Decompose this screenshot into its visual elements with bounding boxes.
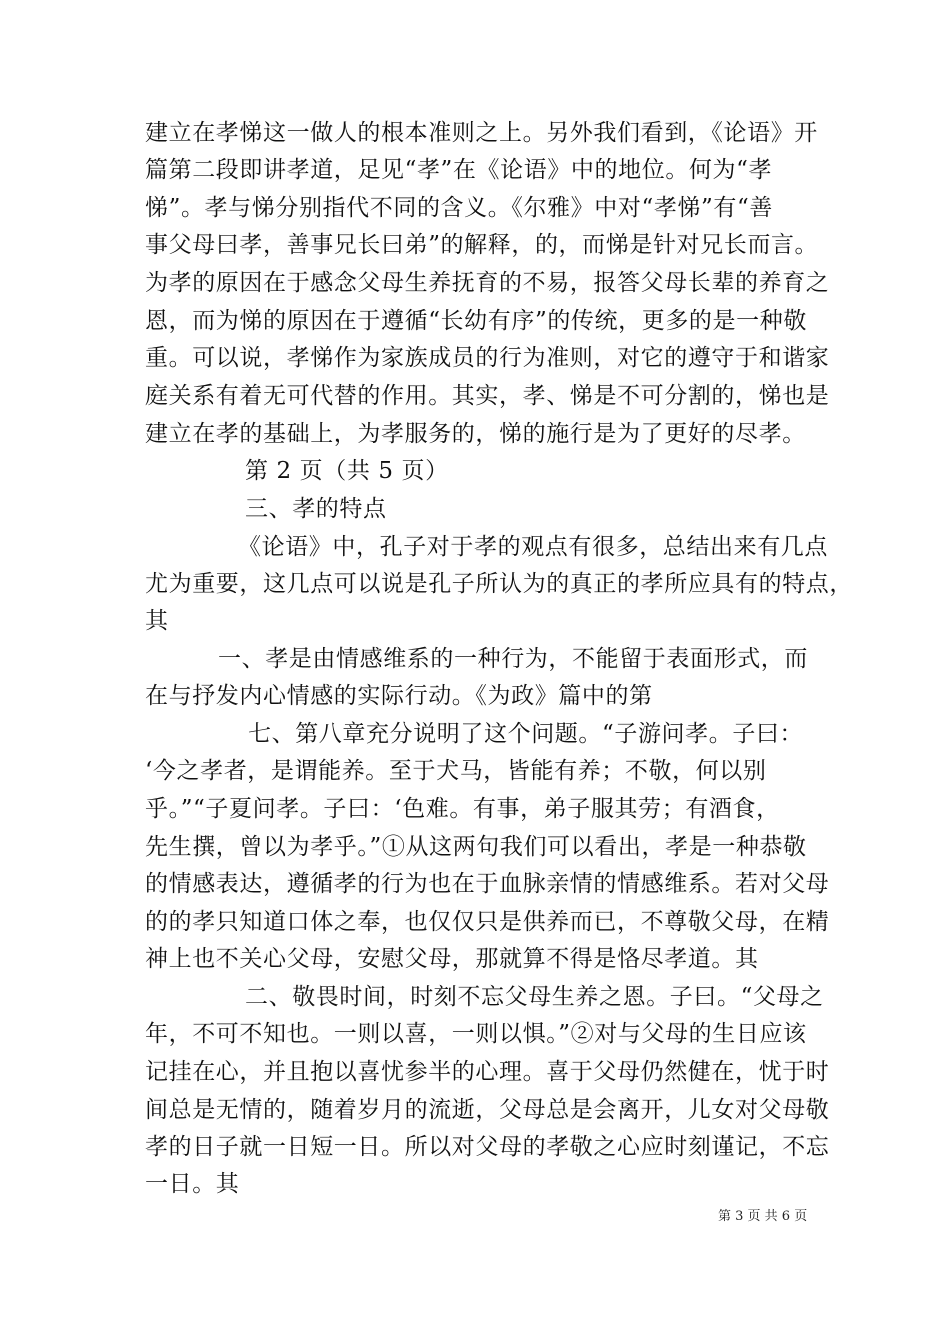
text-line: 先生撰，曾以为孝乎。”①从这两句我们可以看出，孝是一种恭敬 — [145, 834, 807, 860]
text-line: 尤为重要，这几点可以说是孔子所认为的真正的孝所应具有的特点， — [145, 571, 853, 597]
text-line: 篇第二段即讲孝道，足见“孝”在《论语》中的地位。何为“孝 — [145, 157, 773, 183]
text-line: 的的孝只知道口体之奉，也仅仅只是供养而已，不尊敬父母，在精 — [145, 909, 830, 935]
text-line: 神上也不关心父母，安慰父母，那就算不得是恪尽孝道。其 — [145, 946, 759, 972]
text-line: 七、第八章充分说明了这个问题。“子游问孝。子曰： — [248, 721, 804, 747]
page-number-line: 第 2 页（共 5 页） — [245, 458, 449, 484]
text-line: 事父母曰孝，善事兄长曰弟”的解释，的，而悌是针对兄长而言。 — [145, 232, 819, 258]
text-line: 的情感表达，遵循孝的行为也在于血脉亲情的情感维系。若对父母 — [145, 871, 830, 897]
text-line: 年，不可不知也。一则以喜，一则以惧。”②对与父母的生日应该 — [145, 1021, 807, 1047]
text-line: 一日。其 — [145, 1171, 240, 1197]
text-line: 在与抒发内心情感的实际行动。《为政》篇中的第 — [145, 683, 653, 709]
text-line: 记挂在心，并且抱以喜忧参半的心理。喜于父母仍然健在，忧于时 — [145, 1059, 830, 1085]
text-line: 为孝的原因在于感念父母生养抚育的不易，报答父母长辈的养育之 — [145, 270, 830, 296]
text-line: 重。可以说，孝悌作为家族成员的行为准则，对它的遵守于和谐家 — [145, 345, 830, 371]
text-line: 恩，而为悌的原因在于遵循“长幼有序”的传统，更多的是一种敬 — [145, 308, 807, 334]
text-line: 一、孝是由情感维系的一种行为，不能留于表面形式，而 — [218, 646, 808, 672]
text-line: 建立在孝悌这一做人的根本准则之上。另外我们看到，《论语》开 — [145, 120, 818, 146]
text-line: 间总是无情的，随着岁月的流逝，父母总是会离开，儿女对父母敬 — [145, 1097, 830, 1123]
text-line: 孝的日子就一日短一日。所以对父母的孝敬之心应时刻谨记，不忘 — [145, 1134, 830, 1160]
text-line: 庭关系有着无可代替的作用。其实，孝、悌是不可分割的，悌也是 — [145, 383, 830, 409]
text-line: 二、敬畏时间，时刻不忘父母生养之恩。子曰。“父母之 — [245, 984, 824, 1010]
text-line: 其 — [145, 608, 169, 634]
text-line: 建立在孝的基础上，为孝服务的，悌的施行是为了更好的尽孝。 — [145, 421, 806, 447]
text-line: 《论语》中，孔子对于孝的观点有很多，总结出来有几点 — [238, 534, 828, 560]
section-heading: 三、孝的特点 — [245, 496, 387, 522]
text-line: ‘今之孝者，是谓能养。至于犬马，皆能有养；不敬，何以别 — [145, 758, 767, 784]
text-line: 悌”。孝与悌分别指代不同的含义。《尔雅》中对“孝悌”有“善 — [145, 195, 773, 221]
page-footer: 第 3 页 共 6 页 — [718, 1209, 808, 1224]
text-line: 乎。”“子夏问孝。子曰：‘色难。有事，弟子服其劳；有酒食， — [145, 796, 780, 822]
